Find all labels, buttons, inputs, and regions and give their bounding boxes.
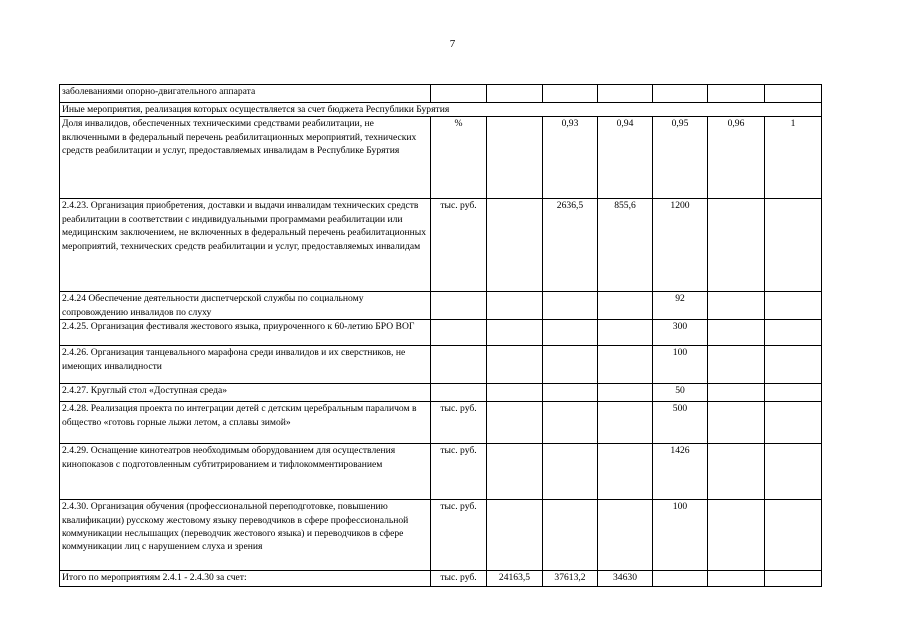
- row-unit-cell: тыс. руб.: [431, 199, 487, 292]
- row-value-cell: [543, 444, 598, 500]
- row-value-cell: [708, 384, 765, 402]
- row-value-cell: [653, 85, 708, 103]
- row-value-cell: [487, 320, 543, 346]
- row-unit-cell: [431, 320, 487, 346]
- row-value-cell: [487, 117, 543, 199]
- row-name-cell: Доля инвалидов, обеспеченных техническими средствами реабилитации, не включенными в федеральный перечень реабилитационных мероприятий, технических средств реабилитации и услуг, предоставляемых инвалидам в Республике Бурятия: [60, 117, 431, 199]
- row-value-cell: 100: [653, 346, 708, 384]
- row-value-cell: [598, 402, 653, 444]
- row-value-cell: [765, 292, 822, 320]
- row-value-cell: 855,6: [598, 199, 653, 292]
- row-value-cell: [543, 346, 598, 384]
- row-value-cell: [708, 571, 765, 587]
- row-name-cell: 2.4.29. Оснащение кинотеатров необходимым оборудованием для осуществления кинопоказов с подготовленным субтитрированием и тифлокомментированием: [60, 444, 431, 500]
- table-row: [60, 85, 822, 103]
- row-value-cell: [543, 292, 598, 320]
- row-value-cell: [765, 346, 822, 384]
- row-name-cell: заболеваниями опорно-двигательного аппарата: [60, 85, 431, 103]
- row-unit-cell: тыс. руб.: [431, 402, 487, 444]
- row-name-cell: 2.4.27. Круглый стол «Доступная среда»: [60, 384, 431, 402]
- row-value-cell: [487, 346, 543, 384]
- row-value-cell: [765, 199, 822, 292]
- row-name-cell: Итого по мероприятиям 2.4.1 - 2.4.30 за счет:: [60, 571, 431, 587]
- table-row: [60, 117, 822, 199]
- row-value-cell: 50: [653, 384, 708, 402]
- row-value-cell: [543, 85, 598, 103]
- row-name-cell: 2.4.23. Организация приобретения, доставки и выдачи инвалидам технических средств реабилитации в соответствии с индивидуальными программами реабилитации или медицинским заключением, не включенных в федеральный перечень реабилитационных мероприятий, технических средств реабилитации и услуг, предоставляемых инвалидам: [60, 199, 431, 292]
- row-value-cell: 1426: [653, 444, 708, 500]
- table-row: [60, 320, 822, 346]
- row-name-cell: 2.4.24 Обеспечение деятельности диспетчерской службы по социальному сопровождению инвалидов по слуху: [60, 292, 431, 320]
- row-value-cell: [653, 571, 708, 587]
- row-unit-cell: тыс. руб.: [431, 444, 487, 500]
- row-value-cell: [598, 320, 653, 346]
- row-value-cell: 1: [765, 117, 822, 199]
- row-value-cell: 24163,5: [487, 571, 543, 587]
- table-row: [60, 346, 822, 384]
- section-heading-row: [60, 103, 822, 117]
- row-value-cell: [765, 384, 822, 402]
- row-name-cell: 2.4.30. Организация обучения (профессиональной переподготовке, повышению квалификации) русскому жестовому языку переводчиков в сфере профессиональной коммуникации неслышащих (переводчик жестового языка) и переводчиков в сфере коммуникации лиц с нарушением слуха и зрения: [60, 500, 431, 571]
- row-value-cell: 500: [653, 402, 708, 444]
- row-value-cell: 37613,2: [543, 571, 598, 587]
- row-value-cell: [708, 500, 765, 571]
- row-unit-cell: [431, 384, 487, 402]
- table-row: [60, 500, 822, 571]
- row-value-cell: [543, 500, 598, 571]
- page-number: 7: [449, 38, 456, 50]
- row-value-cell: 0,94: [598, 117, 653, 199]
- row-value-cell: [708, 346, 765, 384]
- row-value-cell: 34630: [598, 571, 653, 587]
- row-value-cell: [487, 292, 543, 320]
- program-table: [59, 84, 822, 587]
- row-value-cell: 300: [653, 320, 708, 346]
- row-name-cell: 2.4.28. Реализация проекта по интеграции детей с детским церебральным параличом в общество «готовь горные лыжи летом, а сплавы зимой»: [60, 402, 431, 444]
- row-unit-cell: %: [431, 117, 487, 199]
- row-value-cell: [543, 384, 598, 402]
- row-value-cell: [708, 292, 765, 320]
- row-value-cell: [598, 346, 653, 384]
- row-value-cell: [708, 199, 765, 292]
- row-value-cell: [708, 320, 765, 346]
- row-value-cell: 2636,5: [543, 199, 598, 292]
- row-value-cell: [708, 402, 765, 444]
- row-value-cell: [598, 500, 653, 571]
- row-value-cell: [543, 402, 598, 444]
- row-unit-cell: [431, 346, 487, 384]
- row-value-cell: [598, 292, 653, 320]
- table-row: [60, 571, 822, 587]
- row-unit-cell: тыс. руб.: [431, 500, 487, 571]
- row-unit-cell: тыс. руб.: [431, 571, 487, 587]
- row-value-cell: [598, 384, 653, 402]
- row-value-cell: [543, 320, 598, 346]
- row-name-cell: 2.4.26. Организация танцевального марафона среди инвалидов и их сверстников, не имеющих инвалидности: [60, 346, 431, 384]
- table-row: [60, 384, 822, 402]
- row-value-cell: [487, 500, 543, 571]
- row-unit-cell: [431, 85, 487, 103]
- table-body: [60, 85, 822, 587]
- row-value-cell: [708, 444, 765, 500]
- row-value-cell: [487, 384, 543, 402]
- row-value-cell: [765, 402, 822, 444]
- row-value-cell: [487, 402, 543, 444]
- row-value-cell: [765, 571, 822, 587]
- row-value-cell: [487, 85, 543, 103]
- row-value-cell: [765, 444, 822, 500]
- row-name-cell: 2.4.25. Организация фестиваля жестового языка, приуроченного к 60-летию БРО ВОГ: [60, 320, 431, 346]
- row-value-cell: [765, 85, 822, 103]
- row-value-cell: [765, 500, 822, 571]
- row-value-cell: [765, 320, 822, 346]
- row-value-cell: [598, 444, 653, 500]
- row-unit-cell: [431, 292, 487, 320]
- table-row: [60, 199, 822, 292]
- row-value-cell: 92: [653, 292, 708, 320]
- row-value-cell: [598, 85, 653, 103]
- row-value-cell: [708, 85, 765, 103]
- row-value-cell: [487, 199, 543, 292]
- row-value-cell: 0,93: [543, 117, 598, 199]
- row-value-cell: 0,95: [653, 117, 708, 199]
- table-row: [60, 444, 822, 500]
- row-value-cell: 1200: [653, 199, 708, 292]
- row-value-cell: 100: [653, 500, 708, 571]
- row-value-cell: [487, 444, 543, 500]
- section-heading: Иные мероприятия, реализация которых осуществляется за счет бюджета Республики Бурятия: [60, 103, 822, 117]
- row-value-cell: 0,96: [708, 117, 765, 199]
- table-row: [60, 292, 822, 320]
- table-row: [60, 402, 822, 444]
